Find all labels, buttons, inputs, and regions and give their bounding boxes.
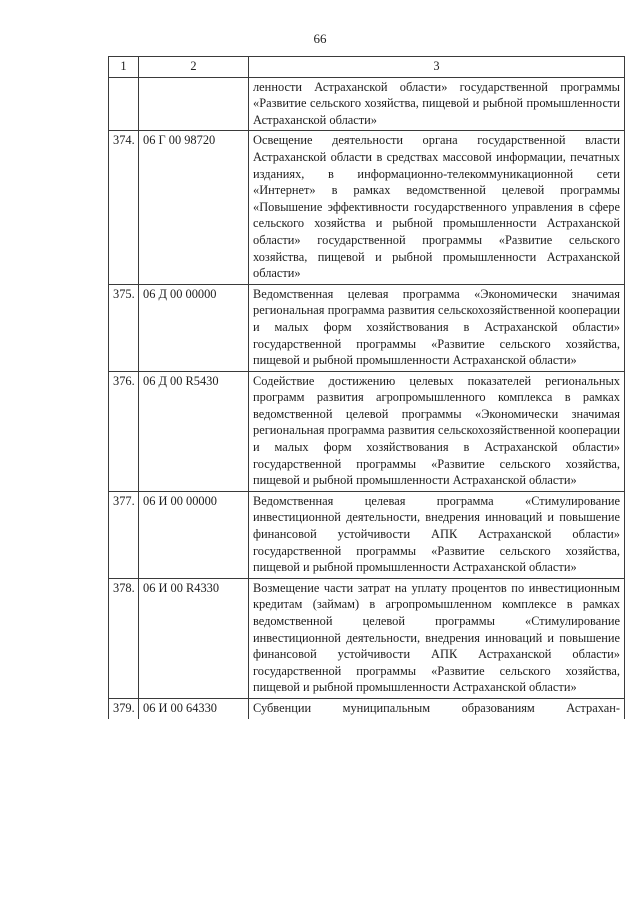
row-code-cell: 06 И 00 R4330 bbox=[139, 578, 249, 698]
table-row bbox=[109, 491, 625, 578]
row-code-cell: 06 И 00 00000 bbox=[139, 491, 249, 578]
row-number-cell: 376. bbox=[109, 371, 139, 491]
table-row bbox=[109, 698, 625, 718]
table-row bbox=[109, 284, 625, 371]
row-text-cell: Возмещение части затрат на уплату процентов по инвестиционным кредитам (займам) в агропромышленном комплексе в рамках ведомственной целевой программы «Стимулирование инвестиционной деятельности, внедрения инноваций и повышение финансовой устойчивости АПК Астраханской области» государственной программы «Развитие сельского хозяйства, пищевой и рыбной промышленности Астраханской области» bbox=[249, 578, 625, 698]
table-row bbox=[109, 371, 625, 491]
header-col-1: 1 bbox=[109, 57, 139, 78]
row-code-cell bbox=[139, 77, 249, 131]
row-code-cell: 06 И 00 64330 bbox=[139, 698, 249, 718]
table-row bbox=[109, 578, 625, 698]
table-row bbox=[109, 131, 625, 284]
table-header-row bbox=[109, 57, 625, 78]
row-text-cell: Содействие достижению целевых показателей региональных программ развития агропромышленного комплекса в рамках ведомственной целевой программы «Экономически значимая региональная программа развития сельскохозяйственной кооперации и малых форм хозяйствования в Астраханской области» государственной программы «Развитие сельского хозяйства, пищевой и рыбной промышленности Астраханской области» bbox=[249, 371, 625, 491]
row-number-cell bbox=[109, 77, 139, 131]
page-number: 66 bbox=[313, 31, 327, 46]
row-text-cell: Субвенции муниципальным образованиям Астрахан- bbox=[249, 698, 625, 718]
row-text-cell: Ведомственная целевая программа «Стимулирование инвестиционной деятельности, внедрения инноваций и повышение финансовой устойчивости АПК Астраханской области» государственной программы «Развитие сельского хозяйства, пищевой и рыбной промышленности Астраханской области» bbox=[249, 491, 625, 578]
row-number-cell: 379. bbox=[109, 698, 139, 718]
row-number-cell: 375. bbox=[109, 284, 139, 371]
row-text-cell: ленности Астраханской области» государственной программы «Развитие сельского хозяйства, пищевой и рыбной промышленности Астраханской области» bbox=[249, 77, 625, 131]
header-col-3: 3 bbox=[249, 57, 625, 78]
header-col-2: 2 bbox=[139, 57, 249, 78]
row-text-cell: Освещение деятельности органа государственной власти Астраханской области в средствах массовой информации, печатных изданиях, в информационно-телекоммуникационной сети «Интернет» в рамках ведомственной целевой программы «Повышение эффективности государственного управления в сфере сельского хозяйства и рыбной промышленности Астраханской области» государственной программы «Развитие сельского хозяйства, пищевой и рыбной промышленности Астраханской области» bbox=[249, 131, 625, 284]
row-number-cell: 377. bbox=[109, 491, 139, 578]
row-code-cell: 06 Д 00 00000 bbox=[139, 284, 249, 371]
row-text-cell: Ведомственная целевая программа «Экономически значимая региональная программа развития сельскохозяйственной кооперации и малых форм хозяйствования в Астраханской области» государственной программы «Развитие сельского хозяйства, пищевой и рыбной промышленности Астраханской области» bbox=[249, 284, 625, 371]
row-code-cell: 06 Г 00 98720 bbox=[139, 131, 249, 284]
row-code-cell: 06 Д 00 R5430 bbox=[139, 371, 249, 491]
row-number-cell: 374. bbox=[109, 131, 139, 284]
table-row-continuation bbox=[109, 77, 625, 131]
budget-classification-table bbox=[108, 56, 625, 719]
row-number-cell: 378. bbox=[109, 578, 139, 698]
